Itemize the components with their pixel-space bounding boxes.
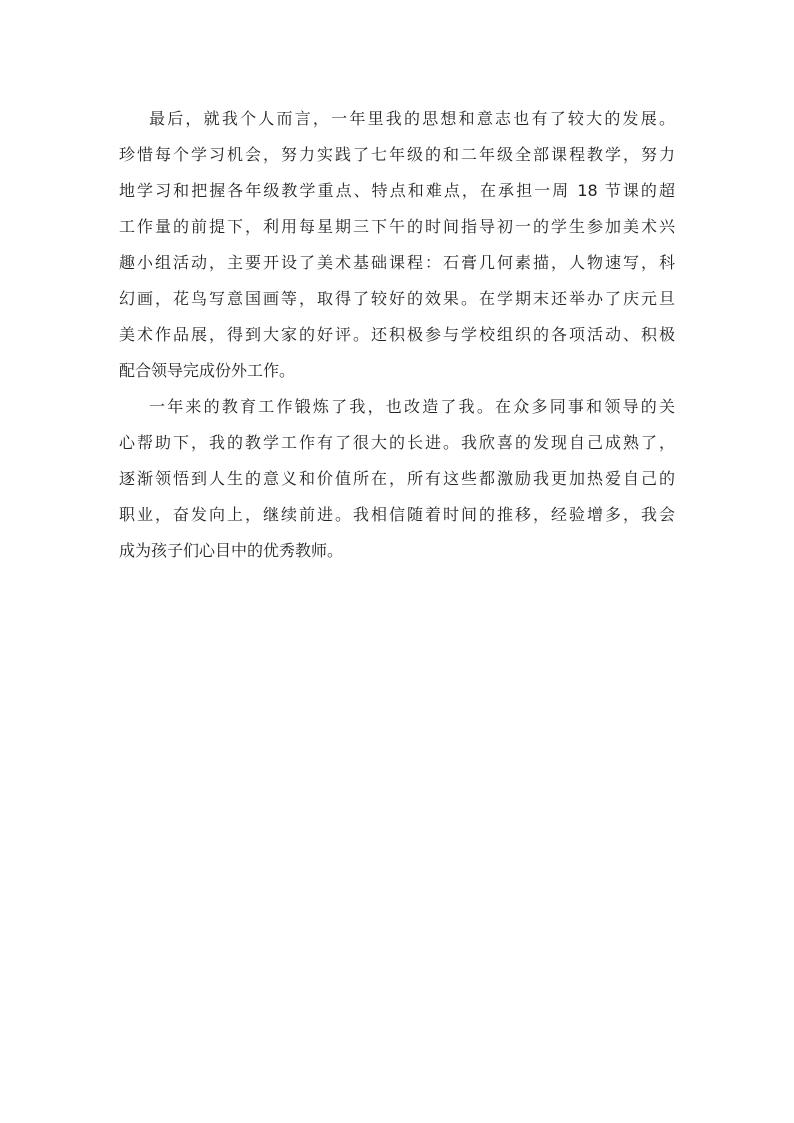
text-line: 珍惜每个学习机会，努力实践了七年级的和二年级全部课程教学，努力 (119, 145, 675, 164)
text-line: 成为孩子们心目中的优秀教师。 (119, 541, 344, 560)
text-line: 一年来的教育工作锻炼了我，也改造了我。在众多同事和领导的关 (149, 397, 675, 416)
text-line: 工作量的前提下，利用每星期三下午的时间指导初一的学生参加美术兴 (119, 217, 675, 236)
text-line: 职业，奋发向上，继续前进。我相信随着时间的推移，经验增多，我会 (119, 505, 675, 524)
text-line: 配合领导完成份外工作。 (119, 361, 296, 380)
document-body (119, 101, 675, 569)
text-line: 地学习和把握各年级教学重点、特点和难点，在承担一周 18 节课的超 (119, 181, 675, 200)
text-line: 美术作品展，得到大家的好评。还积极参与学校组织的各项活动、积极 (119, 325, 675, 344)
paragraph-1 (119, 101, 675, 389)
text-line: 最后，就我个人而言，一年里我的思想和意志也有了较大的发展。 (149, 109, 675, 128)
paragraph-2 (119, 389, 675, 569)
text-line: 逐渐领悟到人生的意义和价值所在，所有这些都激励我更加热爱自己的 (119, 469, 675, 488)
text-line: 心帮助下，我的教学工作有了很大的长进。我欣喜的发现自己成熟了， (119, 433, 675, 452)
text-line: 幻画，花鸟写意国画等，取得了较好的效果。在学期末还举办了庆元旦 (119, 289, 675, 308)
text-line: 趣小组活动，主要开设了美术基础课程：石膏几何素描，人物速写，科 (119, 253, 675, 272)
